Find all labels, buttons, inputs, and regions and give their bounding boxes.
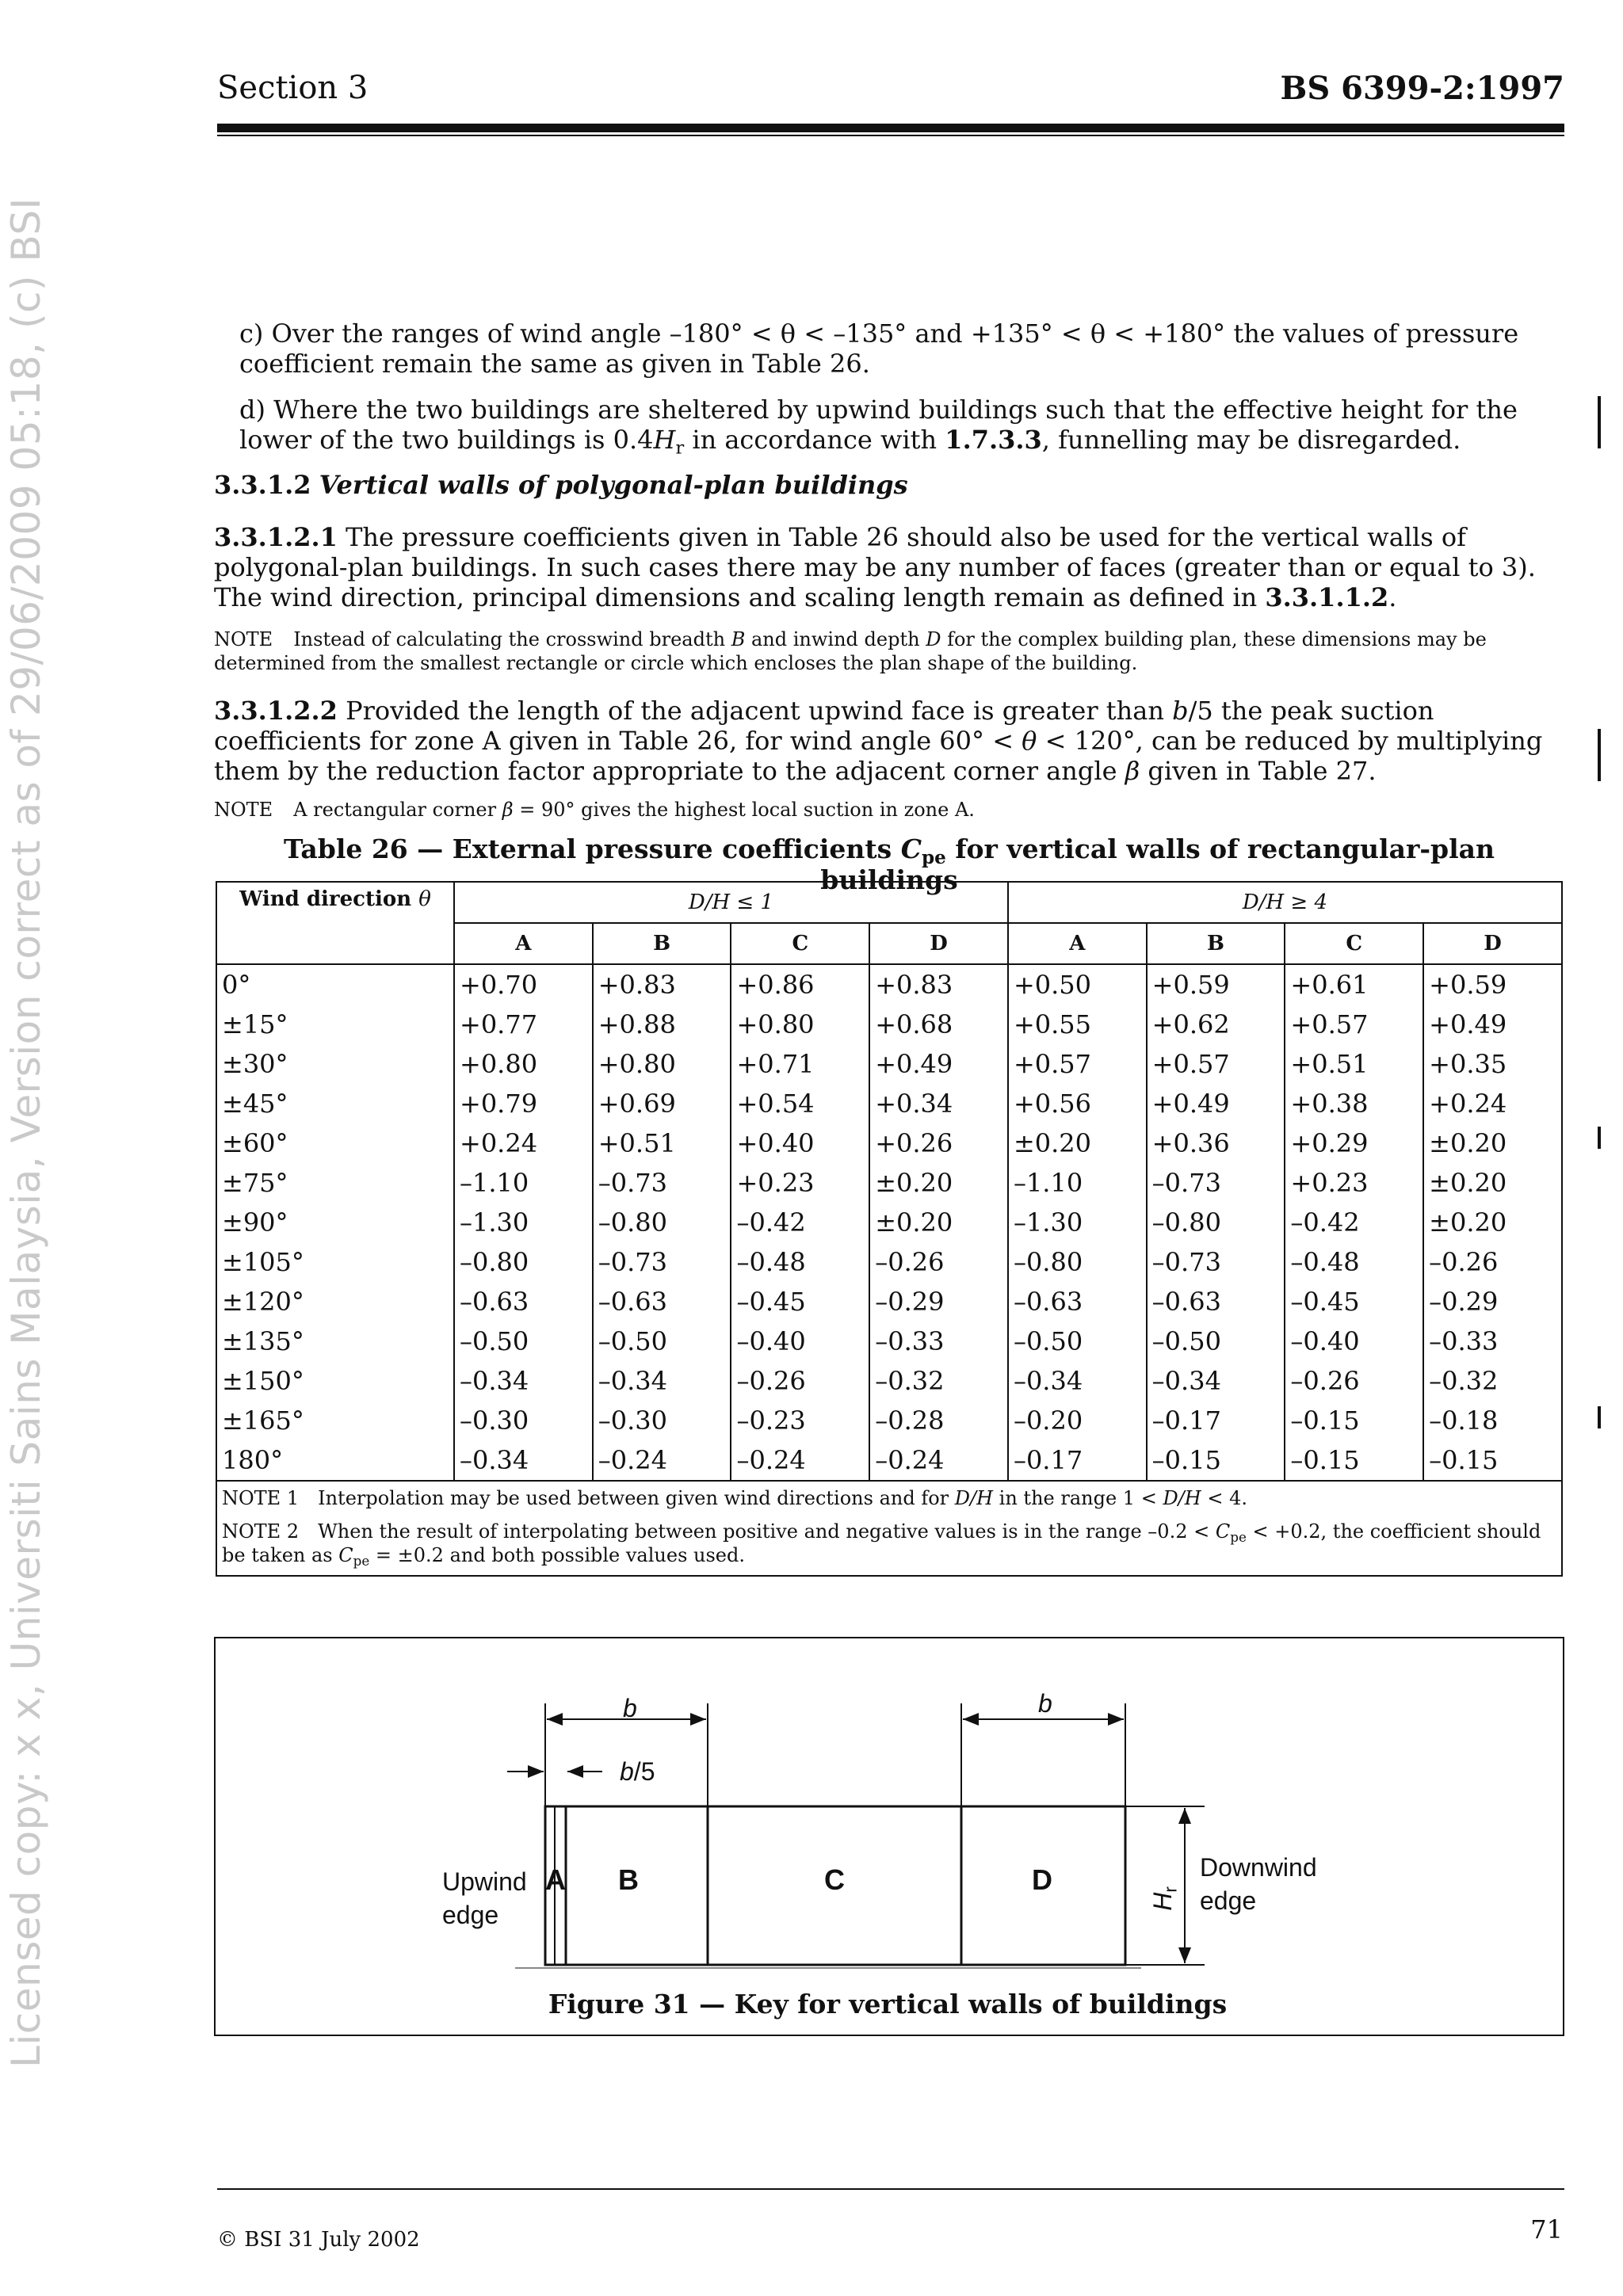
coefficient-cell: –0.42	[731, 1203, 869, 1242]
coefficient-cell: +0.69	[593, 1084, 731, 1123]
column-group-dh-le-1: D/H ≤ 1	[454, 882, 1008, 923]
coefficient-cell: –0.15	[1285, 1440, 1423, 1481]
header-section: Section 3	[217, 70, 369, 106]
coefficient-cell: +0.54	[731, 1084, 869, 1123]
coefficient-cell: +0.23	[1285, 1163, 1423, 1203]
coefficient-cell: +0.40	[731, 1123, 869, 1163]
coefficient-cell: –0.26	[1285, 1361, 1423, 1401]
coefficient-cell: –0.73	[593, 1242, 731, 1282]
table-notes	[216, 1481, 1562, 1576]
coefficient-cell: +0.80	[593, 1044, 731, 1084]
coefficient-cell: –0.34	[454, 1440, 593, 1481]
coefficient-cell: –0.18	[1423, 1401, 1562, 1440]
column-header-zone: D	[1423, 923, 1562, 964]
coefficient-cell: +0.57	[1147, 1044, 1285, 1084]
column-header-zone: C	[1285, 923, 1423, 964]
coefficient-cell: –0.73	[1147, 1163, 1285, 1203]
coefficient-cell: –0.63	[1147, 1282, 1285, 1322]
coefficient-cell: –0.24	[731, 1440, 869, 1481]
paragraph-c: c) Over the ranges of wind angle –180° < θ < –135° and +135° < θ < +180° the values of pressure coefficient remain the same as given in Table 26.	[239, 318, 1519, 379]
coefficient-cell: –0.26	[1423, 1242, 1562, 1282]
downwind-edge-label: Downwind edge	[1200, 1853, 1317, 1915]
note-crosswind: NOTE Instead of calculating the crosswind breadth B and inwind depth D for the complex building plan, these dimensions may be determined from the smallest rectangle or circle which encloses the plan shape of the building.	[214, 628, 1487, 674]
change-bar	[1598, 1127, 1601, 1149]
coefficient-cell: +0.51	[1285, 1044, 1423, 1084]
wind-direction-cell: ±75°	[216, 1163, 454, 1203]
coefficient-cell: +0.51	[593, 1123, 731, 1163]
coefficient-cell: –0.48	[731, 1242, 869, 1282]
table-row	[216, 1005, 1562, 1044]
figure-31-diagram	[214, 1637, 1564, 2033]
coefficient-cell: –0.15	[1423, 1440, 1562, 1481]
upwind-edge-label: Upwind edge	[442, 1867, 527, 1929]
coefficient-cell: –0.34	[1008, 1361, 1147, 1401]
coefficient-cell: +0.50	[1008, 964, 1147, 1005]
coefficient-cell: –0.24	[593, 1440, 731, 1481]
coefficient-cell: +0.86	[731, 964, 869, 1005]
coefficient-cell: +0.35	[1423, 1044, 1562, 1084]
change-bar	[1598, 729, 1601, 781]
coefficient-cell: –0.50	[1008, 1322, 1147, 1361]
wind-direction-cell: ±60°	[216, 1123, 454, 1163]
zone-label-b: B	[618, 1863, 639, 1896]
table-row	[216, 1322, 1562, 1361]
table-row	[216, 1401, 1562, 1440]
header-standard: BS 6399-2:1997	[1280, 70, 1564, 107]
coefficient-cell: ±0.20	[1423, 1123, 1562, 1163]
coefficient-cell: –0.15	[1147, 1440, 1285, 1481]
table-row	[216, 1123, 1562, 1163]
table-row	[216, 1084, 1562, 1123]
coefficient-cell: +0.77	[454, 1005, 593, 1044]
table-note-1: NOTE 1 Interpolation may be used between given wind directions and for D/H in the range 1 < D/H < 4.	[222, 1487, 1247, 1509]
coefficient-cell: –0.26	[869, 1242, 1008, 1282]
label-b-over-5: b/5	[620, 1757, 655, 1786]
coefficient-cell: –0.50	[1147, 1322, 1285, 1361]
table-row	[216, 1282, 1562, 1322]
zone-label-d: D	[1032, 1863, 1052, 1896]
wind-direction-cell: ±120°	[216, 1282, 454, 1322]
coefficient-cell: +0.57	[1285, 1005, 1423, 1044]
table-caption: Table 26 — External pressure coefficients $C_{pe}$ for vertical walls of rectangular-plan buildings	[283, 833, 1495, 895]
pressure-coefficient-table	[216, 881, 1563, 1577]
table-row	[216, 964, 1562, 1005]
coefficient-cell: ±0.20	[1423, 1163, 1562, 1203]
coefficient-cell: –0.73	[1147, 1242, 1285, 1282]
coefficient-cell: –0.40	[1285, 1322, 1423, 1361]
coefficient-cell: +0.55	[1008, 1005, 1147, 1044]
column-header-zone: B	[593, 923, 731, 964]
coefficient-cell: –0.63	[454, 1282, 593, 1322]
coefficient-cell: ±0.20	[1008, 1123, 1147, 1163]
coefficient-cell: +0.24	[454, 1123, 593, 1163]
coefficient-cell: –0.80	[1008, 1242, 1147, 1282]
coefficient-cell: –0.33	[1423, 1322, 1562, 1361]
coefficient-cell: –0.30	[454, 1401, 593, 1440]
coefficient-cell: –0.32	[869, 1361, 1008, 1401]
coefficient-cell: –0.29	[869, 1282, 1008, 1322]
wind-direction-cell: ±30°	[216, 1044, 454, 1084]
coefficient-cell: ±0.20	[869, 1203, 1008, 1242]
header-rule-thick	[217, 124, 1564, 132]
coefficient-cell: –0.34	[593, 1361, 731, 1401]
coefficient-cell: +0.56	[1008, 1084, 1147, 1123]
coefficient-cell: –0.80	[1147, 1203, 1285, 1242]
footer-rule	[217, 2188, 1564, 2190]
coefficient-cell: +0.88	[593, 1005, 731, 1044]
note-corner: NOTE A rectangular corner β = 90° gives the highest local suction in zone A.	[214, 799, 975, 821]
coefficient-cell: –0.48	[1285, 1242, 1423, 1282]
wind-direction-cell: ±135°	[216, 1322, 454, 1361]
license-watermark: Licensed copy: x x, Universiti Sains Malaysia, Version correct as of 29/06/2009 05:18, (c) BSI	[3, 197, 49, 2068]
coefficient-cell: +0.80	[454, 1044, 593, 1084]
coefficient-cell: –0.73	[593, 1163, 731, 1203]
coefficient-cell: –0.42	[1285, 1203, 1423, 1242]
coefficient-cell: +0.49	[869, 1044, 1008, 1084]
column-header-wind-direction: Wind direction θ	[216, 882, 454, 964]
coefficient-cell: –1.30	[454, 1203, 593, 1242]
coefficient-cell: –0.32	[1423, 1361, 1562, 1401]
coefficient-cell: +0.49	[1147, 1084, 1285, 1123]
wind-direction-cell: ±45°	[216, 1084, 454, 1123]
coefficient-cell: +0.23	[731, 1163, 869, 1203]
column-header-zone: C	[731, 923, 869, 964]
table-row	[216, 1163, 1562, 1203]
table-row	[216, 1361, 1562, 1401]
column-header-zone: A	[454, 923, 593, 964]
wind-direction-cell: 180°	[216, 1440, 454, 1481]
coefficient-cell: +0.36	[1147, 1123, 1285, 1163]
wind-direction-cell: ±150°	[216, 1361, 454, 1401]
change-bar	[1598, 396, 1601, 448]
coefficient-cell: –0.23	[731, 1401, 869, 1440]
coefficient-cell: ±0.20	[869, 1163, 1008, 1203]
coefficient-cell: +0.83	[593, 964, 731, 1005]
coefficient-cell: –0.26	[731, 1361, 869, 1401]
coefficient-cell: +0.57	[1008, 1044, 1147, 1084]
coefficient-cell: –0.50	[454, 1322, 593, 1361]
coefficient-cell: +0.24	[1423, 1084, 1562, 1123]
label-hr: $H_r$	[1148, 1886, 1181, 1911]
page-number: 71	[1530, 2214, 1563, 2245]
coefficient-cell: –0.50	[593, 1322, 731, 1361]
coefficient-cell: –0.80	[593, 1203, 731, 1242]
coefficient-cell: –0.28	[869, 1401, 1008, 1440]
heading-3-3-1-2: 3.3.1.2 Vertical walls of polygonal-plan buildings	[214, 470, 908, 500]
coefficient-cell: +0.61	[1285, 964, 1423, 1005]
wind-direction-cell: ±15°	[216, 1005, 454, 1044]
coefficient-cell: +0.79	[454, 1084, 593, 1123]
coefficient-cell: +0.49	[1423, 1005, 1562, 1044]
coefficient-cell: –0.40	[731, 1322, 869, 1361]
coefficient-cell: +0.29	[1285, 1123, 1423, 1163]
zone-label-c: C	[824, 1863, 845, 1896]
wind-direction-cell: ±165°	[216, 1401, 454, 1440]
coefficient-cell: –0.24	[869, 1440, 1008, 1481]
coefficient-cell: +0.38	[1285, 1084, 1423, 1123]
paragraph-3-3-1-2-2: 3.3.1.2.2 Provided the length of the adjacent upwind face is greater than b/5 the peak suction coefficients for zone A given in Table 26, for wind angle 60° < θ < 120°, can be reduced by multiplying them by the reduction factor appropriate to the adjacent corner angle β given in Table 27.	[214, 696, 1543, 786]
coefficient-cell: –1.10	[1008, 1163, 1147, 1203]
coefficient-cell: +0.59	[1423, 964, 1562, 1005]
coefficient-cell: –0.33	[869, 1322, 1008, 1361]
coefficient-cell: +0.83	[869, 964, 1008, 1005]
coefficient-cell: –0.17	[1008, 1440, 1147, 1481]
coefficient-cell: ±0.20	[1423, 1203, 1562, 1242]
table-row	[216, 1440, 1562, 1481]
coefficient-cell: –0.34	[454, 1361, 593, 1401]
footer-copyright: © BSI 31 July 2002	[217, 2228, 420, 2252]
coefficient-cell: –0.63	[1008, 1282, 1147, 1322]
change-bar	[1598, 1406, 1601, 1428]
paragraph-3-3-1-2-1: 3.3.1.2.1 The pressure coefficients given in Table 26 should also be used for the vertical walls of polygonal-plan buildings. In such cases there may be any number of faces (greater than or equal to 3). The wind direction, principal dimensions and scaling length remain as defined in 3.3.1.1.2.	[214, 522, 1536, 612]
coefficient-cell: –0.45	[1285, 1282, 1423, 1322]
coefficient-cell: +0.68	[869, 1005, 1008, 1044]
table-note-2: NOTE 2 When the result of interpolating between positive and negative values is in the range $-0.2 < C_{pe} < +0.2$, the coefficient should be taken as $C_{pe} = \pm 0.2$ and both possible values used.	[222, 1520, 1541, 1569]
wind-direction-cell: ±90°	[216, 1203, 454, 1242]
table-row	[216, 1242, 1562, 1282]
coefficient-cell: –0.15	[1285, 1401, 1423, 1440]
label-b-left: b	[623, 1694, 637, 1722]
header-rule-thin	[217, 135, 1564, 136]
coefficient-cell: +0.80	[731, 1005, 869, 1044]
coefficient-cell: –0.80	[454, 1242, 593, 1282]
column-group-dh-ge-4: D/H ≥ 4	[1008, 882, 1562, 923]
wind-direction-cell: ±105°	[216, 1242, 454, 1282]
paragraph-d: d) Where the two buildings are sheltered by upwind buildings such that the effective height for the lower of the two buildings is $0.4H_r$ in accordance with 1.7.3.3, funnelling may be disregarded.	[239, 395, 1518, 459]
table-row	[216, 1044, 1562, 1084]
column-header-zone: B	[1147, 923, 1285, 964]
coefficient-cell: +0.26	[869, 1123, 1008, 1163]
coefficient-cell: +0.59	[1147, 964, 1285, 1005]
coefficient-cell: –0.17	[1147, 1401, 1285, 1440]
figure-caption: Figure 31 — Key for vertical walls of buildings	[548, 1989, 1228, 2019]
coefficient-cell: –0.45	[731, 1282, 869, 1322]
coefficient-cell: +0.70	[454, 964, 593, 1005]
wind-direction-cell: 0°	[216, 964, 454, 1005]
coefficient-cell: +0.71	[731, 1044, 869, 1084]
coefficient-cell: –0.30	[593, 1401, 731, 1440]
column-header-zone: D	[869, 923, 1008, 964]
coefficient-cell: +0.34	[869, 1084, 1008, 1123]
coefficient-cell: –1.30	[1008, 1203, 1147, 1242]
coefficient-cell: –0.63	[593, 1282, 731, 1322]
coefficient-cell: –1.10	[454, 1163, 593, 1203]
zone-label-a: A	[545, 1863, 566, 1896]
table-row	[216, 1203, 1562, 1242]
label-b-right: b	[1038, 1689, 1052, 1718]
coefficient-cell: +0.62	[1147, 1005, 1285, 1044]
coefficient-cell: –0.29	[1423, 1282, 1562, 1322]
coefficient-cell: –0.34	[1147, 1361, 1285, 1401]
column-header-zone: A	[1008, 923, 1147, 964]
coefficient-cell: –0.20	[1008, 1401, 1147, 1440]
